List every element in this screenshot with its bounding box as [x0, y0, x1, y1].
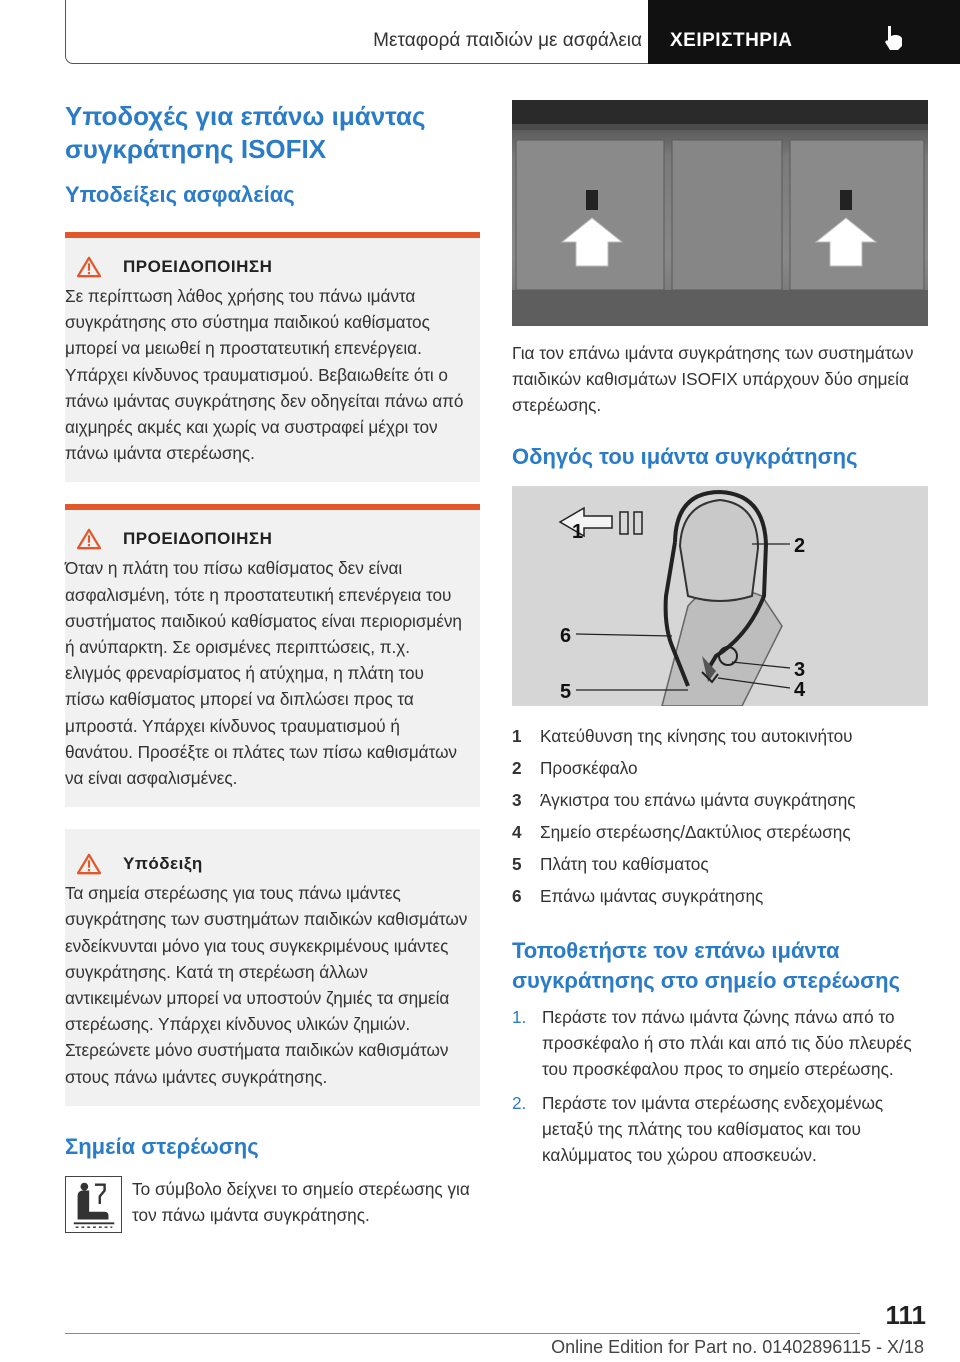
warning-title: ΠΡΟΕΙΔΟΠΟΙΗΣΗ [123, 529, 273, 549]
warning-box-1 [65, 232, 480, 482]
step-item: 1. Περάστε τον πάνω ιμάντα ζώνης πάνω από το προσκέφαλο ή στο πλάι και από τις δύο πλευρές του προσκέφαλου προς το σημείο στερέωσης. [512, 1007, 912, 1079]
legend-item: 2 Προσκέφαλο [512, 758, 638, 778]
section-title: Μεταφορά παιδιών με ασφάλεια [373, 30, 642, 51]
diagram-legend [512, 720, 928, 912]
chapter-tab [648, 0, 960, 64]
guide-heading: Οδηγός του ιμάντα συγκράτησης [512, 444, 858, 469]
note-box [65, 829, 480, 1106]
anchor-text: Το σύμβολο δείχνει το σημείο στερέωσης για τον πάνω ιμάντα συγκράτησης. [132, 1178, 470, 1225]
headrest-diagram [512, 486, 928, 706]
warning-text: Σε περίπτωση λάθος χρήσης του πάνω ιμάντα συγκράτησης στο σύστημα παιδικού καθίσματος μπορεί να μειωθεί η προστατευτική επενέργεια. Υπάρχει κίνδυνος τραυματισμού. Βεβαιωθείτε ότι ο πάνω ιμάντας συγκράτησης δεν οδηγείται πάνω από αιχμηρές ακμές και χωρίς να συστραφεί μέχρι τον πάνω ιμάντα στερέωσης. [65, 286, 464, 464]
anchor-row [65, 1176, 480, 1233]
warning-text: Όταν η πλάτη του πίσω καθίσματος δεν είναι ασφαλισμένη, τότε η προστατευτική επενέργεια του συστήματος παιδικού καθίσματος είναι περιορισμένη ή ανύπαρκτη. Σε ορισμένες περιπτώσεις, π.χ. ελιγμός φρεναρίσματος ή ατύχημα, η πλάτη του πίσω καθίσματος μπορεί να διπλώσει προς τα μπροστά. Υπάρχει κίνδυνος τραυματισμού ή θανάτου. Προσέξτε οι πλάτες των πίσω καθισμάτων να είναι ασφαλισμένες. [65, 558, 462, 789]
diagram-label-2: 2 [794, 535, 806, 557]
legend-item: 3 Άγκιστρα του επάνω ιμάντα συγκράτησης [512, 790, 856, 810]
page-number: 111 [885, 1300, 926, 1330]
anchor-heading: Σημεία στερέωσης [65, 1133, 259, 1159]
chapter-tab-label: ΧΕΙΡΙΣΤΗΡΙΑ [670, 30, 793, 51]
legend-item: 4 Σημείο στερέωσης/Δακτύλιος στερέωσης [512, 822, 851, 842]
note-title: Υπόδειξη [123, 854, 203, 874]
warning-box-2 [65, 504, 480, 807]
hand-pointer-icon [882, 24, 906, 52]
diagram-label-6: 6 [560, 625, 572, 647]
warning-triangle-icon [75, 256, 103, 278]
note-triangle-icon [75, 853, 103, 875]
diagram-label-5: 5 [560, 681, 572, 703]
page-title: Υποδοχές για επάνω ιμάντας συγκράτησης ISOFIX [65, 101, 426, 164]
footer-divider [65, 1333, 860, 1334]
right-column [512, 100, 928, 1176]
safety-subtitle: Υποδείξεις ασφαλείας [65, 182, 295, 207]
diagram-label-3: 3 [794, 659, 806, 681]
left-column [65, 100, 480, 1233]
note-text: Τα σημεία στερέωσης για τους πάνω ιμάντες συγκράτησης των συστημάτων παιδικών καθισμάτων ενδείκνυνται μόνο για τους συγκεκριμένους ιμάντες συγκράτησης. Κατά τη στερέωση άλλων αντικειμένων μπορεί να υποστούν ζημιές τα σημεία στερέωσης. Υπάρχει κίνδυνος υλικών ζημιών. Στερεώνετε μόνο συστήματα παιδικών καθισμάτων στους πάνω ιμάντες συγκράτησης. [65, 883, 468, 1087]
legend-item: 1 Κατεύθυνση της κίνησης του αυτοκινήτου [512, 726, 853, 746]
child-seat-anchor-icon [65, 1176, 122, 1233]
mount-heading: Τοποθετήστε τον επάνω ιμάντα συγκράτησης στο σημείο στερέωσης [512, 938, 901, 993]
step-item: 2. Περάστε τον ιμάντα στερέωσης ενδεχομένως μεταξύ της πλάτης του καθίσματος και του καλύμματος του χώρου αποσκευών. [512, 1093, 884, 1165]
trunk-anchor-photo [512, 100, 928, 326]
legend-item: 6 Επάνω ιμάντας συγκράτησης [512, 886, 764, 906]
page-header [65, 0, 960, 64]
legend-item: 5 Πλάτη του καθίσματος [512, 854, 709, 874]
mount-steps [512, 1004, 928, 1168]
diagram-label-4: 4 [794, 679, 806, 701]
diagram-label-1: 1 [572, 521, 584, 543]
edition-text: Online Edition for Part no. 01402896115 - X/18 [551, 1337, 924, 1357]
warning-title: ΠΡΟΕΙΔΟΠΟΙΗΣΗ [123, 257, 273, 276]
photo-caption: Για τον επάνω ιμάντα συγκράτησης των συστημάτων παιδικών καθισμάτων ISOFIX υπάρχουν δύο σημεία στερέωσης. [512, 343, 914, 415]
warning-triangle-icon [75, 528, 103, 550]
